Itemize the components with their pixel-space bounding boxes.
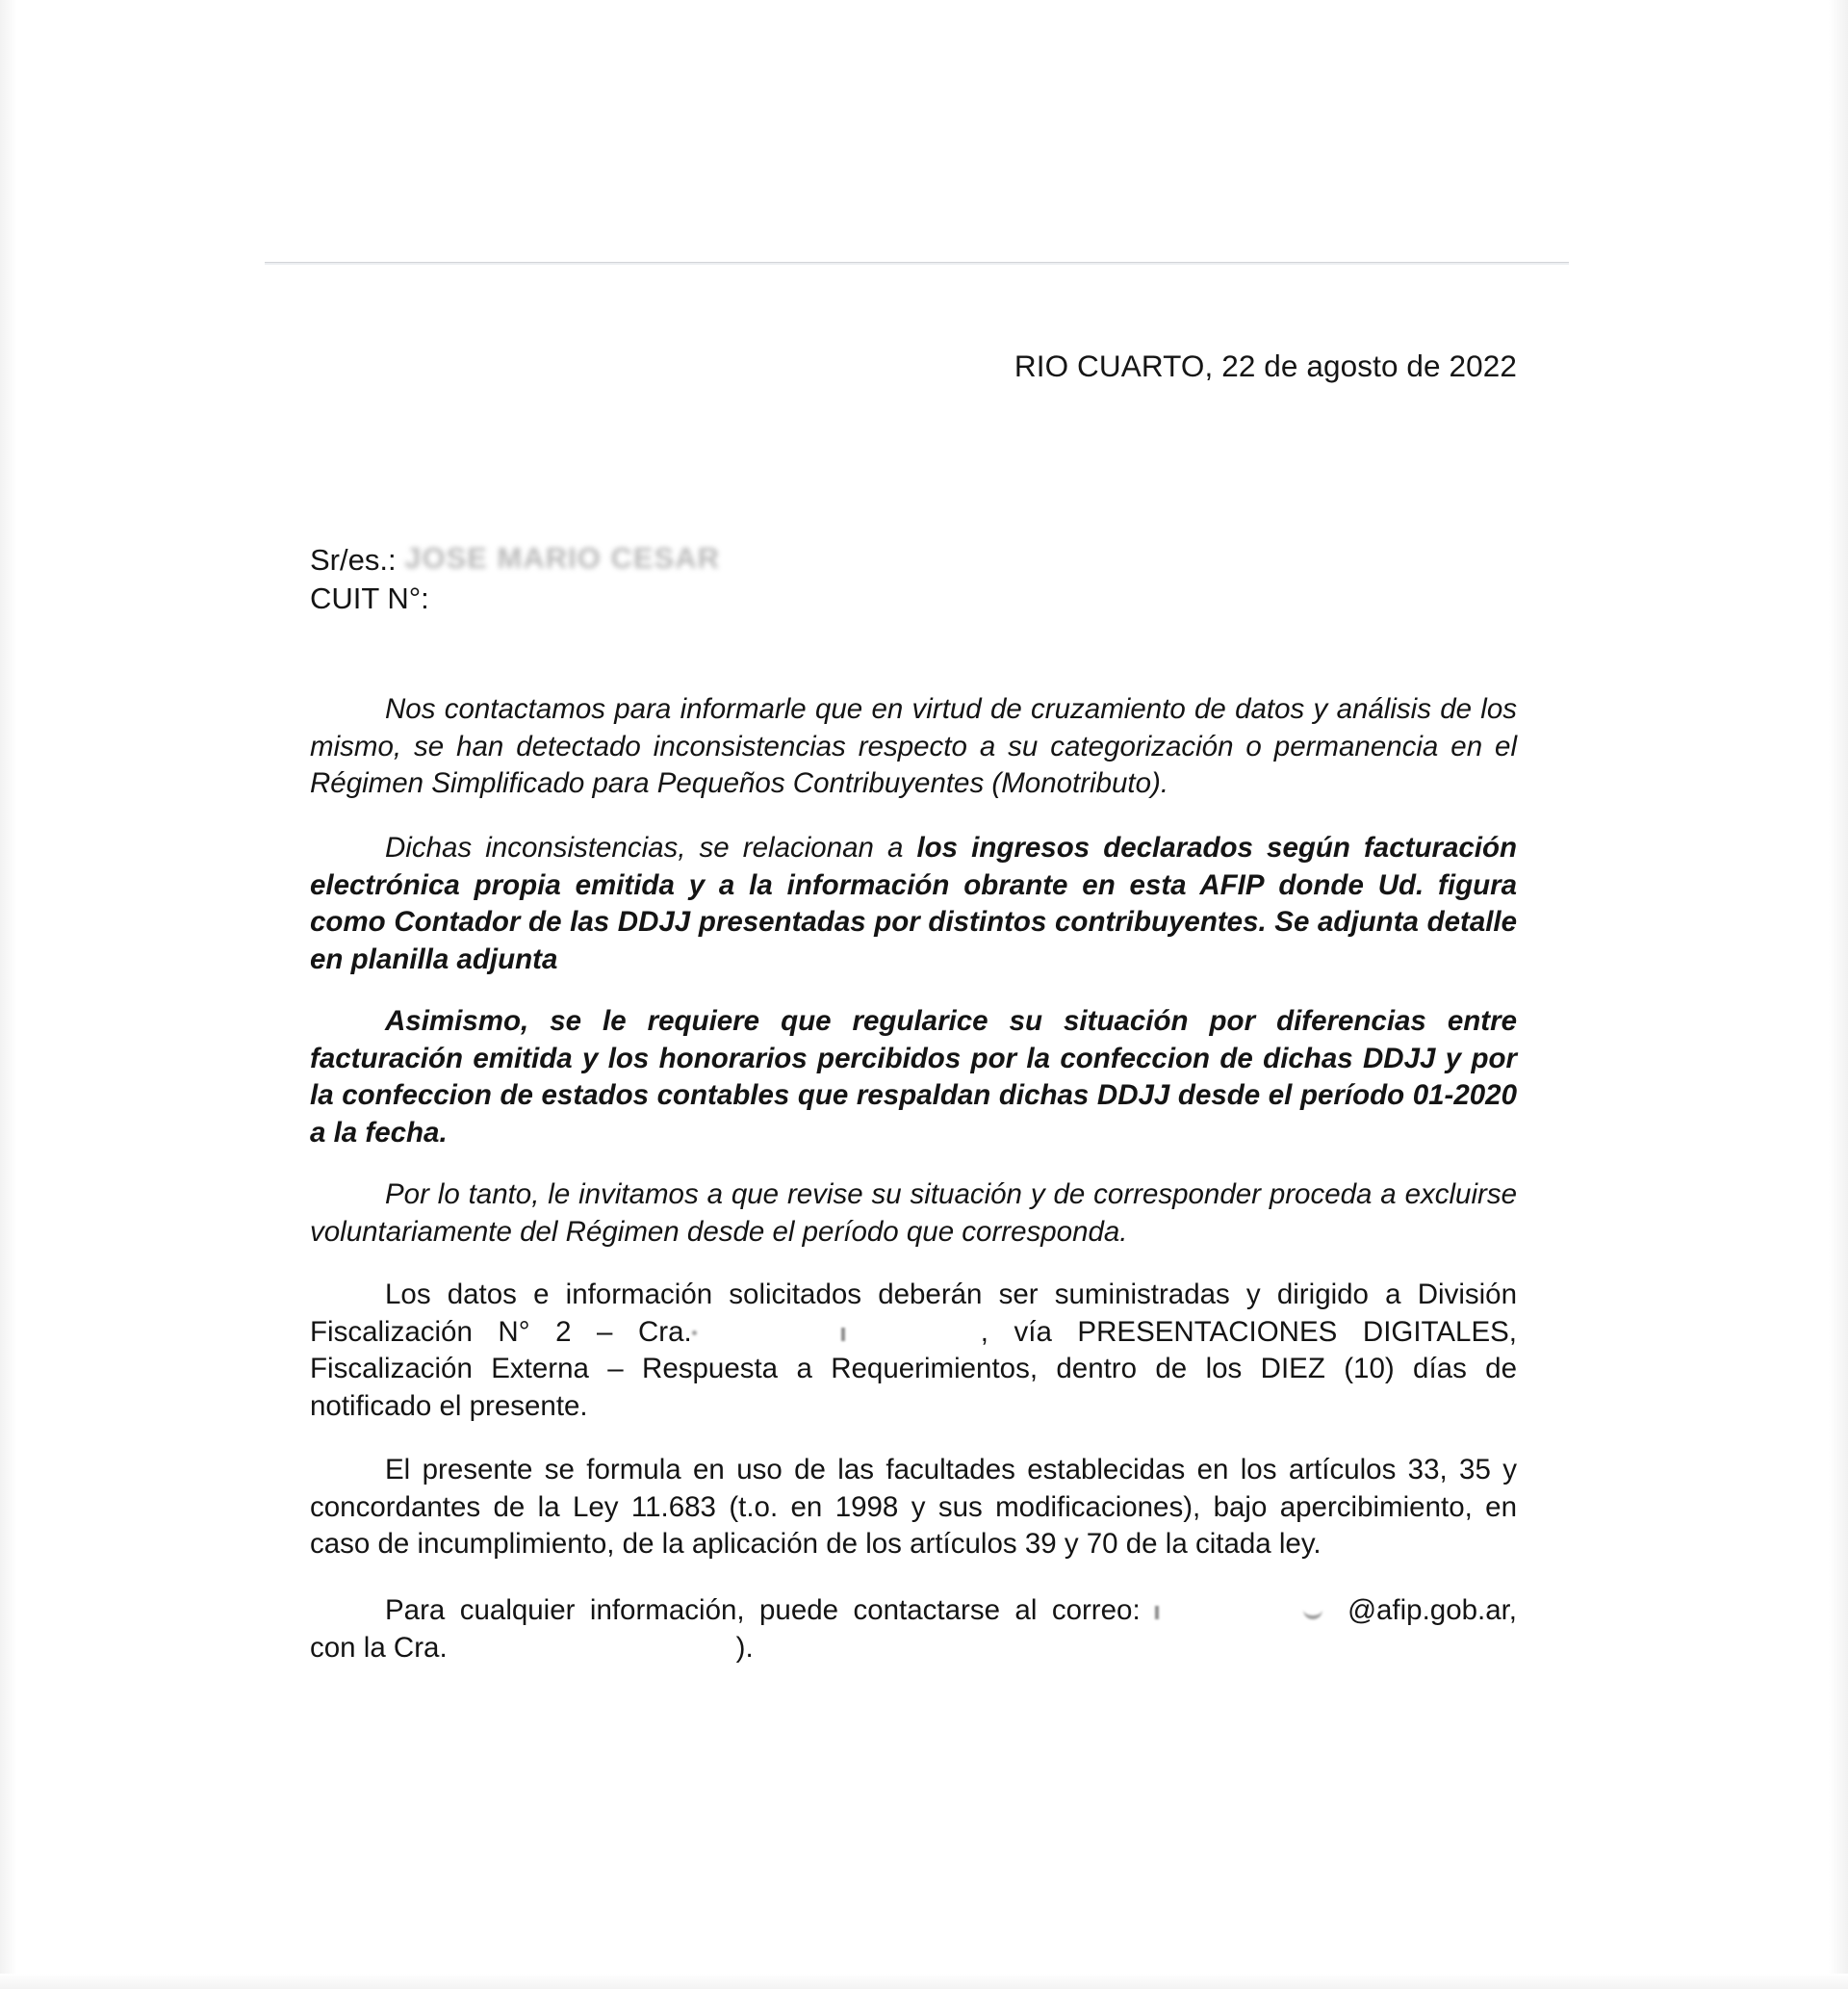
p7-line1-a: Para cualquier información, puede contactarse al correo: [385,1594,1141,1626]
addressee-salutation-label: Sr/es.: [310,543,397,577]
p3-line4: período 01-2020 a la fecha. [310,1079,1517,1149]
p4-line2: excluirse voluntariamente del Régimen desde el período que corresponda. [310,1178,1517,1248]
p5-line2-b: , vía PRESENTACIONES DIGITALES, [980,1315,1517,1348]
redaction-officer-name [692,1314,981,1352]
p5-line3: Fiscalización Externa – Respuesta a Requerimientos, dentro de los DIEZ (10) días de [310,1353,1517,1384]
p4-line1: Por lo tanto, le invitamos a que revise su situación y de corresponder proceda a [385,1178,1397,1210]
p2-line2: facturación electrónica propia emitida y a la información obrante en esta AFIP [310,832,1517,901]
paragraph-el-presente [310,1452,1517,1563]
scan-edge-left [0,0,17,1989]
cuit-label: CUIT N°: [310,581,429,615]
paragraph-dichas-inconsistencias [310,830,1517,978]
paragraph-asimismo [310,1003,1517,1151]
paragraph-los-datos [310,1277,1517,1425]
p2-bold-run-line1: los ingresos declarados según [916,832,1350,864]
p3-line1: Asimismo, se le requiere que regularice su situación por diferencias entre [385,1005,1517,1037]
paragraph-por-lo-tanto [310,1176,1517,1251]
p6-line3: en caso de incumplimiento, de la aplicación de los artículos 39 y 70 de la citada ley. [310,1490,1517,1560]
p7-line2-a: con la Cra. [310,1631,448,1664]
p1-line1: Nos contactamos para informarle que en virtud de cruzamiento de datos y [385,693,1328,725]
addressee-name-line [310,541,1517,580]
place-and-date: RIO CUARTO, 22 de agosto de 2022 [1014,349,1517,383]
paragraph-para-cualquier-informacion [310,1592,1517,1666]
p5-line2-a: Fiscalización N° 2 – Cra. [310,1315,692,1348]
p2-line3: donde Ud. figura como Contador de las DDJJ presentadas por distintos [310,868,1517,938]
p3-line3: y por la confeccion de estados contables que respaldan dichas DDJJ desde el [310,1042,1517,1111]
addressee-block [310,541,1517,618]
p6-line2: y concordantes de la Ley 11.683 (t.o. en 1998 y sus modificaciones), bajo apercibimiento, [310,1454,1517,1523]
p2-lead-regular: Dichas inconsistencias, se relacionan a [385,832,917,864]
redaction-email-user [1155,1592,1348,1630]
p3-line2: facturación emitida y los honorarios percibidos por la confeccion de dichas DDJJ [310,1042,1436,1074]
p7-line2-b: ). [735,1631,754,1664]
scan-edge-bottom [0,1974,1848,1989]
p1-line2: análisis de los mismo, se han detectado inconsistencias respecto a su categorización o [310,693,1518,762]
p5-line1: Los datos e información solicitados deberán ser suministradas y dirigido a División [385,1279,1517,1310]
addressee-cuit-line [310,580,1517,618]
paragraph-nos-contactamos [310,691,1517,803]
p7-email-domain: @afip.gob.ar, [1348,1594,1517,1626]
p1-line3: permanencia en el Régimen Simplificado para Pequeños Contribuyentes (Monotributo). [310,730,1517,799]
header-divider-shadow [265,263,1569,265]
addressee-name-redacted: JOSE MARIO CESAR [404,541,720,575]
p2-line4: contribuyentes. Se adjunta detalle en planilla adjunta [310,906,1518,975]
scan-edge-right [1829,0,1848,1989]
p6-line1: El presente se formula en uso de las facultades establecidas en los artículos 33, 35 [385,1454,1491,1485]
p5-line4: notificado el presente. [310,1389,588,1422]
